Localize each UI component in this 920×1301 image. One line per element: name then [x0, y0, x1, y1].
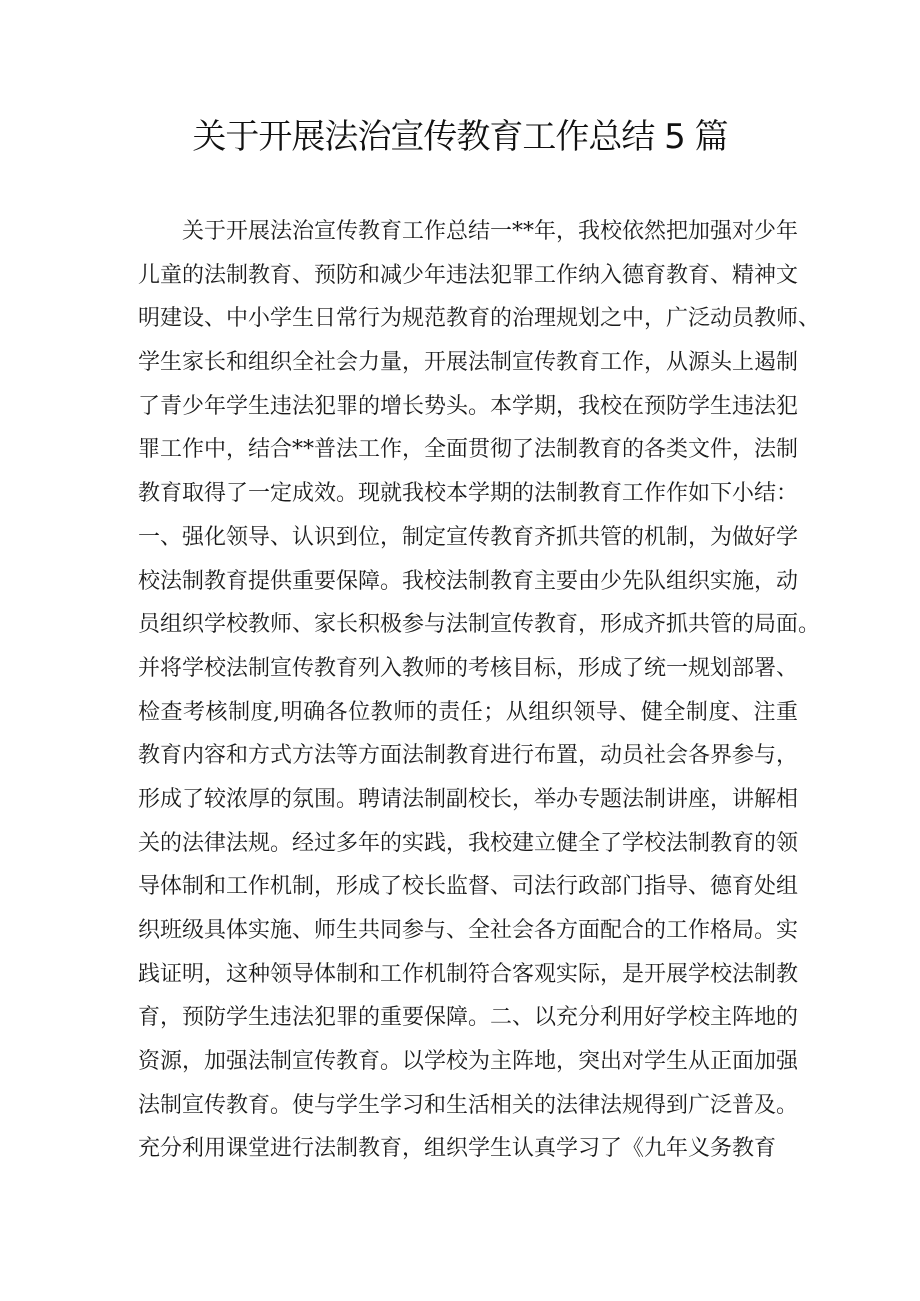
paragraph-line: 儿童的法制教育、预防和减少年违法犯罪工作纳入德育教育、精神文	[138, 262, 799, 288]
paragraph-line: 明建设、中小学生日常行为规范教育的治理规划之中，广泛动员教师、	[138, 306, 821, 332]
paragraph-line: 教育取得了一定成效。现就我校本学期的法制教育工作作如下小结：	[138, 481, 799, 507]
paragraph-line: 学生家长和组织全社会力量，开展法制宣传教育工作，从源头上遏制	[138, 350, 799, 376]
paragraph-line: 教育内容和方式方法等方面法制教育进行布置，动员社会各界参与，	[138, 743, 799, 769]
paragraph-line: 导体制和工作机制，形成了校长监督、司法行政部门指导、德育处组	[138, 874, 799, 900]
paragraph-line: 关于开展法治宣传教育工作总结一**年，我校依然把加强对少年	[182, 219, 799, 244]
paragraph-line: 育，预防学生违法犯罪的重要保障。二、以充分利用好学校主阵地的	[138, 1005, 799, 1031]
paragraph-line: 校法制教育提供重要保障。我校法制教育主要由少先队组织实施，动	[138, 568, 799, 594]
paragraph-line: 检查考核制度,明确各位教师的责任；从组织领导、健全制度、注重	[138, 699, 798, 725]
paragraph-line: 充分利用课堂进行法制教育，组织学生认真学习了《九年义务教育	[138, 1136, 777, 1162]
document-body	[138, 210, 821, 1171]
paragraph-line: 形成了较浓厚的氛围。聘请法制副校长，举办专题法制讲座，讲解相	[138, 786, 799, 812]
paragraph-line: 一、强化领导、认识到位，制定宣传教育齐抓共管的机制，为做好学	[138, 524, 799, 550]
paragraph-line: 织班级具体实施、师生共同参与、全社会各方面配合的工作格局。实	[138, 918, 799, 943]
paragraph-line: 资源，加强法制宣传教育。以学校为主阵地，突出对学生从正面加强	[138, 1049, 799, 1075]
paragraph-line: 法制宣传教育。使与学生学习和生活相关的法律法规得到广泛普及。	[138, 1092, 799, 1118]
paragraph-line: 关的法律法规。经过多年的实践，我校建立健全了学校法制教育的领	[138, 830, 799, 856]
paragraph-line: 罪工作中，结合**普法工作，全面贯彻了法制教育的各类文件，法制	[138, 437, 799, 463]
paragraph-line: 并将学校法制宣传教育列入教师的考核目标，形成了统一规划部署、	[138, 655, 799, 681]
document-title: 关于开展法治宣传教育工作总结 5 篇	[192, 117, 728, 157]
paragraph-line: 了青少年学生违法犯罪的增长势头。本学期，我校在预防学生违法犯	[138, 393, 799, 419]
paragraph-line: 践证明，这种领导体制和工作机制符合客观实际，是开展学校法制教	[138, 961, 799, 987]
paragraph-line: 员组织学校教师、家长积极参与法制宣传教育，形成齐抓共管的局面。	[138, 612, 821, 638]
